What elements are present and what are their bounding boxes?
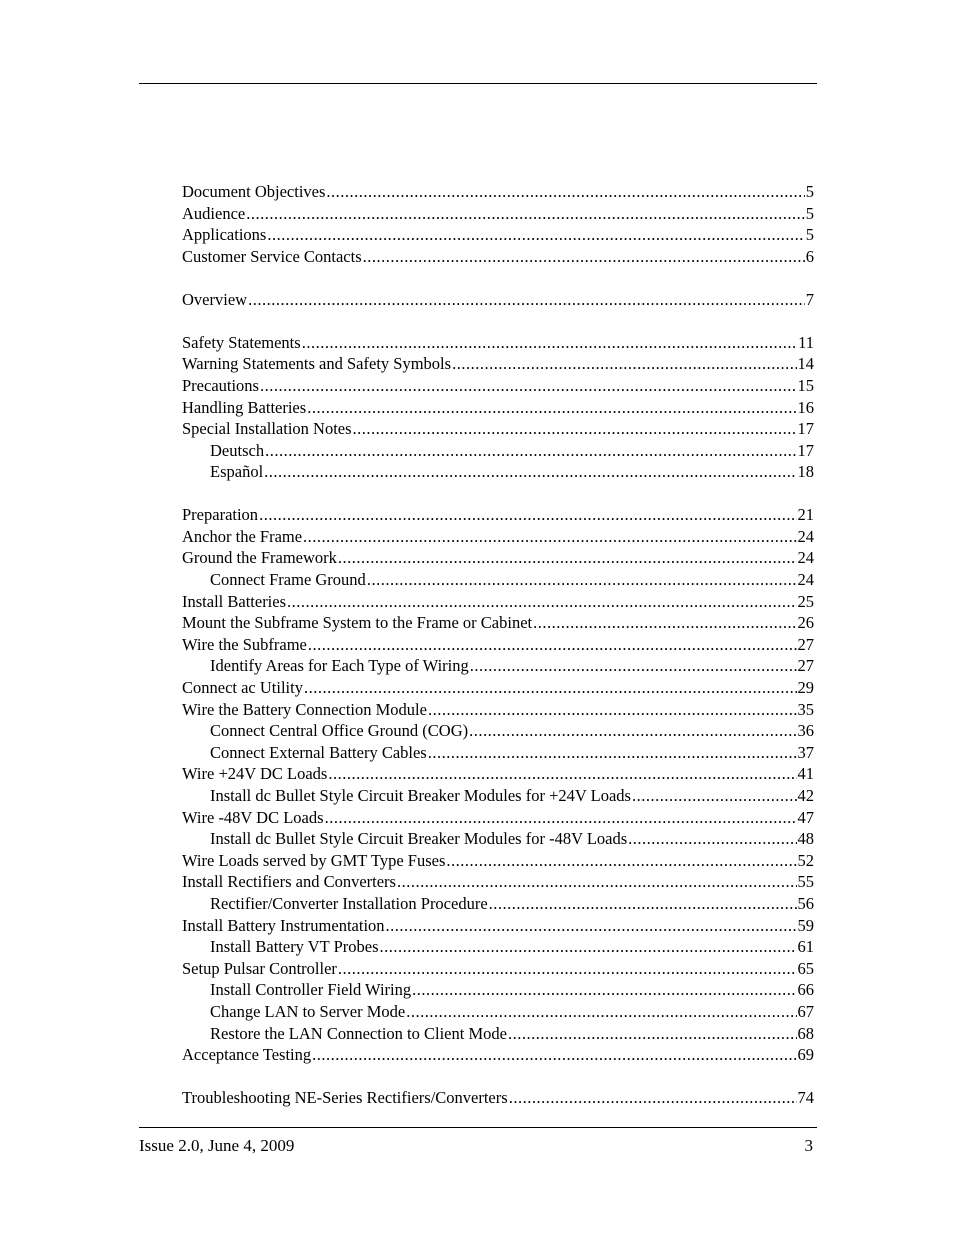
toc-entry-page: 24	[797, 526, 814, 546]
toc-entry-page: 26	[797, 613, 814, 633]
toc-entry-title: Audience	[182, 203, 246, 223]
toc-entry-title: Restore the LAN Connection to Client Mode	[210, 1023, 507, 1043]
toc-entry-title: Wire -48V DC Loads	[182, 807, 324, 827]
toc-entry-title: Rectifier/Converter Installation Procedure	[210, 893, 488, 913]
toc-dot-leader	[367, 569, 797, 591]
toc-entry[interactable]	[182, 353, 814, 375]
toc-entry[interactable]	[182, 526, 814, 548]
toc-dot-leader	[363, 246, 805, 268]
toc-dot-leader	[406, 1001, 796, 1023]
toc-dot-leader	[260, 375, 797, 397]
toc-dot-leader	[533, 612, 796, 634]
toc-entry-page: 56	[797, 893, 814, 913]
toc-entry[interactable]	[182, 807, 814, 829]
toc-entry-page: 18	[797, 462, 814, 482]
toc-subentry[interactable]	[182, 979, 814, 1001]
toc-subentry[interactable]	[182, 655, 814, 677]
toc-entry-title: Special Installation Notes	[182, 419, 352, 439]
footer-page-number: 3	[804, 1136, 813, 1155]
toc-entry-page: 35	[797, 699, 814, 719]
toc-entry-page: 42	[797, 786, 814, 806]
toc-dot-leader	[246, 203, 805, 225]
toc-dot-leader	[380, 936, 797, 958]
toc-entry-page: 7	[805, 289, 814, 309]
toc-entry-page: 24	[797, 570, 814, 590]
toc-entry-page: 66	[797, 980, 814, 1000]
toc-entry[interactable]	[182, 677, 814, 699]
toc-entry-title: Handling Batteries	[182, 397, 307, 417]
toc-dot-leader	[338, 547, 797, 569]
toc-entry-title: Español	[210, 462, 264, 482]
toc-subentry[interactable]	[182, 569, 814, 591]
toc-entry-page: 65	[797, 958, 814, 978]
toc-entry-page: 37	[797, 742, 814, 762]
toc-entry-title: Install Batteries	[182, 591, 287, 611]
toc-entry-title: Overview	[182, 289, 248, 309]
toc-entry[interactable]	[182, 504, 814, 526]
toc-entry-title: Deutsch	[210, 440, 265, 460]
toc-entry[interactable]	[182, 289, 814, 311]
toc-dot-leader	[446, 850, 796, 872]
toc-entry-page: 29	[797, 678, 814, 698]
toc-subentry[interactable]	[182, 785, 814, 807]
toc-subentry[interactable]	[182, 742, 814, 764]
toc-entry[interactable]	[182, 763, 814, 785]
toc-entry-page: 17	[797, 440, 814, 460]
toc-entry-title: Wire Loads served by GMT Type Fuses	[182, 850, 446, 870]
toc-entry[interactable]	[182, 958, 814, 980]
toc-entry-page: 27	[797, 656, 814, 676]
toc-dot-leader	[304, 677, 797, 699]
toc-entry[interactable]	[182, 634, 814, 656]
toc-entry-page: 67	[797, 1001, 814, 1021]
toc-entry-title: Safety Statements	[182, 332, 301, 352]
toc-entry-title: Identify Areas for Each Type of Wiring	[210, 656, 469, 676]
toc-entry-page: 5	[805, 182, 814, 201]
toc-entry-title: Install dc Bullet Style Circuit Breaker Modules for -48V Loads	[210, 829, 628, 849]
toc-entry-page: 74	[797, 1088, 814, 1108]
toc-entry-title: Install Controller Field Wiring	[210, 980, 412, 1000]
toc-entry-page: 14	[797, 354, 814, 374]
toc-entry-title: Wire +24V DC Loads	[182, 764, 328, 784]
toc-entry-page: 48	[797, 829, 814, 849]
toc-entry[interactable]	[182, 612, 814, 634]
toc-entry[interactable]	[182, 397, 814, 419]
toc-entry-title: Connect Frame Ground	[210, 570, 366, 590]
toc-dot-leader	[308, 634, 797, 656]
table-of-contents	[182, 181, 814, 1109]
toc-entry-title: Anchor the Frame	[182, 526, 303, 546]
toc-entry-title: Setup Pulsar Controller	[182, 958, 337, 978]
toc-dot-leader	[338, 958, 797, 980]
toc-dot-leader	[326, 181, 804, 203]
toc-entry[interactable]	[182, 224, 814, 246]
toc-entry-title: Warning Statements and Safety Symbols	[182, 354, 452, 374]
toc-entry[interactable]	[182, 246, 814, 268]
toc-entry-page: 5	[805, 203, 814, 223]
toc-subentry[interactable]	[182, 461, 814, 483]
toc-entry-title: Document Objectives	[182, 182, 326, 201]
toc-subentry[interactable]	[182, 720, 814, 742]
toc-entry-title: Connect Central Office Ground (COG)	[210, 721, 469, 741]
toc-entry-page: 16	[797, 397, 814, 417]
toc-dot-leader	[628, 828, 796, 850]
toc-entry-title: Troubleshooting NE-Series Rectifiers/Converters	[182, 1088, 508, 1108]
toc-dot-leader	[469, 720, 796, 742]
toc-entry-page: 6	[805, 246, 814, 266]
toc-entry[interactable]	[182, 1087, 814, 1109]
toc-dot-leader	[508, 1023, 797, 1045]
header-rule	[139, 83, 817, 84]
toc-dot-leader	[312, 1044, 796, 1066]
toc-entry-title: Preparation	[182, 505, 259, 525]
toc-dot-leader	[325, 807, 797, 829]
toc-subentry[interactable]	[182, 936, 814, 958]
toc-dot-leader	[248, 289, 805, 311]
toc-dot-leader	[265, 440, 796, 462]
toc-entry-page: 5	[805, 225, 814, 245]
toc-dot-leader	[264, 461, 796, 483]
toc-dot-leader	[287, 591, 796, 613]
toc-entry-title: Precautions	[182, 375, 259, 395]
toc-dot-leader	[307, 397, 796, 419]
toc-entry-page: 69	[797, 1045, 814, 1065]
toc-entry[interactable]	[182, 375, 814, 397]
toc-entry[interactable]	[182, 332, 814, 354]
toc-entry[interactable]	[182, 418, 814, 440]
toc-entry[interactable]	[182, 915, 814, 937]
toc-entry[interactable]	[182, 591, 814, 613]
toc-entry[interactable]	[182, 547, 814, 569]
toc-entry-title: Mount the Subframe System to the Frame or Cabinet	[182, 613, 533, 633]
toc-entry-title: Wire the Battery Connection Module	[182, 699, 427, 719]
toc-entry-page: 59	[797, 915, 814, 935]
toc-entry[interactable]	[182, 699, 814, 721]
toc-entry-page: 61	[797, 937, 814, 957]
toc-entry[interactable]	[182, 181, 814, 203]
toc-dot-leader	[386, 915, 797, 937]
toc-entry[interactable]	[182, 1044, 814, 1066]
toc-dot-leader	[632, 785, 797, 807]
toc-entry-title: Connect ac Utility	[182, 678, 303, 698]
toc-entry-title: Change LAN to Server Mode	[210, 1001, 406, 1021]
footer-issue-date: Issue 2.0, June 4, 2009	[139, 1136, 295, 1155]
toc-dot-leader	[259, 504, 796, 526]
toc-dot-leader	[397, 871, 797, 893]
toc-entry-page: 11	[798, 332, 814, 352]
footer-rule	[139, 1127, 817, 1128]
toc-dot-leader	[303, 526, 796, 548]
toc-entry-title: Install Rectifiers and Converters	[182, 872, 396, 892]
toc-dot-leader	[328, 763, 796, 785]
toc-entry-page: 25	[797, 591, 814, 611]
toc-dot-leader	[353, 418, 797, 440]
toc-entry-page: 21	[797, 505, 814, 525]
toc-entry-title: Applications	[182, 225, 267, 245]
toc-subentry[interactable]	[182, 1023, 814, 1045]
toc-subentry[interactable]	[182, 440, 814, 462]
toc-dot-leader	[428, 742, 797, 764]
toc-entry-page: 41	[797, 764, 814, 784]
toc-dot-leader	[452, 353, 796, 375]
toc-entry-title: Acceptance Testing	[182, 1045, 312, 1065]
toc-entry-page: 52	[797, 850, 814, 870]
toc-entry-page: 55	[797, 872, 814, 892]
toc-subentry[interactable]	[182, 893, 814, 915]
toc-entry-title: Install Battery Instrumentation	[182, 915, 385, 935]
toc-entry-page: 24	[797, 548, 814, 568]
toc-dot-leader	[428, 699, 797, 721]
toc-entry-title: Connect External Battery Cables	[210, 742, 427, 762]
toc-entry-title: Customer Service Contacts	[182, 246, 362, 266]
toc-entry-page: 47	[797, 807, 814, 827]
toc-entry-page: 68	[797, 1023, 814, 1043]
toc-entry-title: Wire the Subframe	[182, 634, 307, 654]
toc-dot-leader	[489, 893, 797, 915]
toc-entry-page: 36	[797, 721, 814, 741]
toc-entry[interactable]	[182, 871, 814, 893]
toc-dot-leader	[302, 332, 797, 354]
toc-subentry[interactable]	[182, 1001, 814, 1023]
toc-entry[interactable]	[182, 203, 814, 225]
toc-entry-page: 27	[797, 634, 814, 654]
toc-dot-leader	[412, 979, 796, 1001]
toc-entry-title: Ground the Framework	[182, 548, 337, 568]
toc-entry-page: 17	[797, 419, 814, 439]
toc-dot-leader	[509, 1087, 797, 1109]
toc-entry[interactable]	[182, 850, 814, 872]
toc-subentry[interactable]	[182, 828, 814, 850]
toc-entry-title: Install Battery VT Probes	[210, 937, 379, 957]
toc-entry-title: Install dc Bullet Style Circuit Breaker Modules for +24V Loads	[210, 786, 631, 806]
toc-dot-leader	[267, 224, 804, 246]
toc-entry-page: 15	[797, 375, 814, 395]
toc-dot-leader	[470, 655, 797, 677]
